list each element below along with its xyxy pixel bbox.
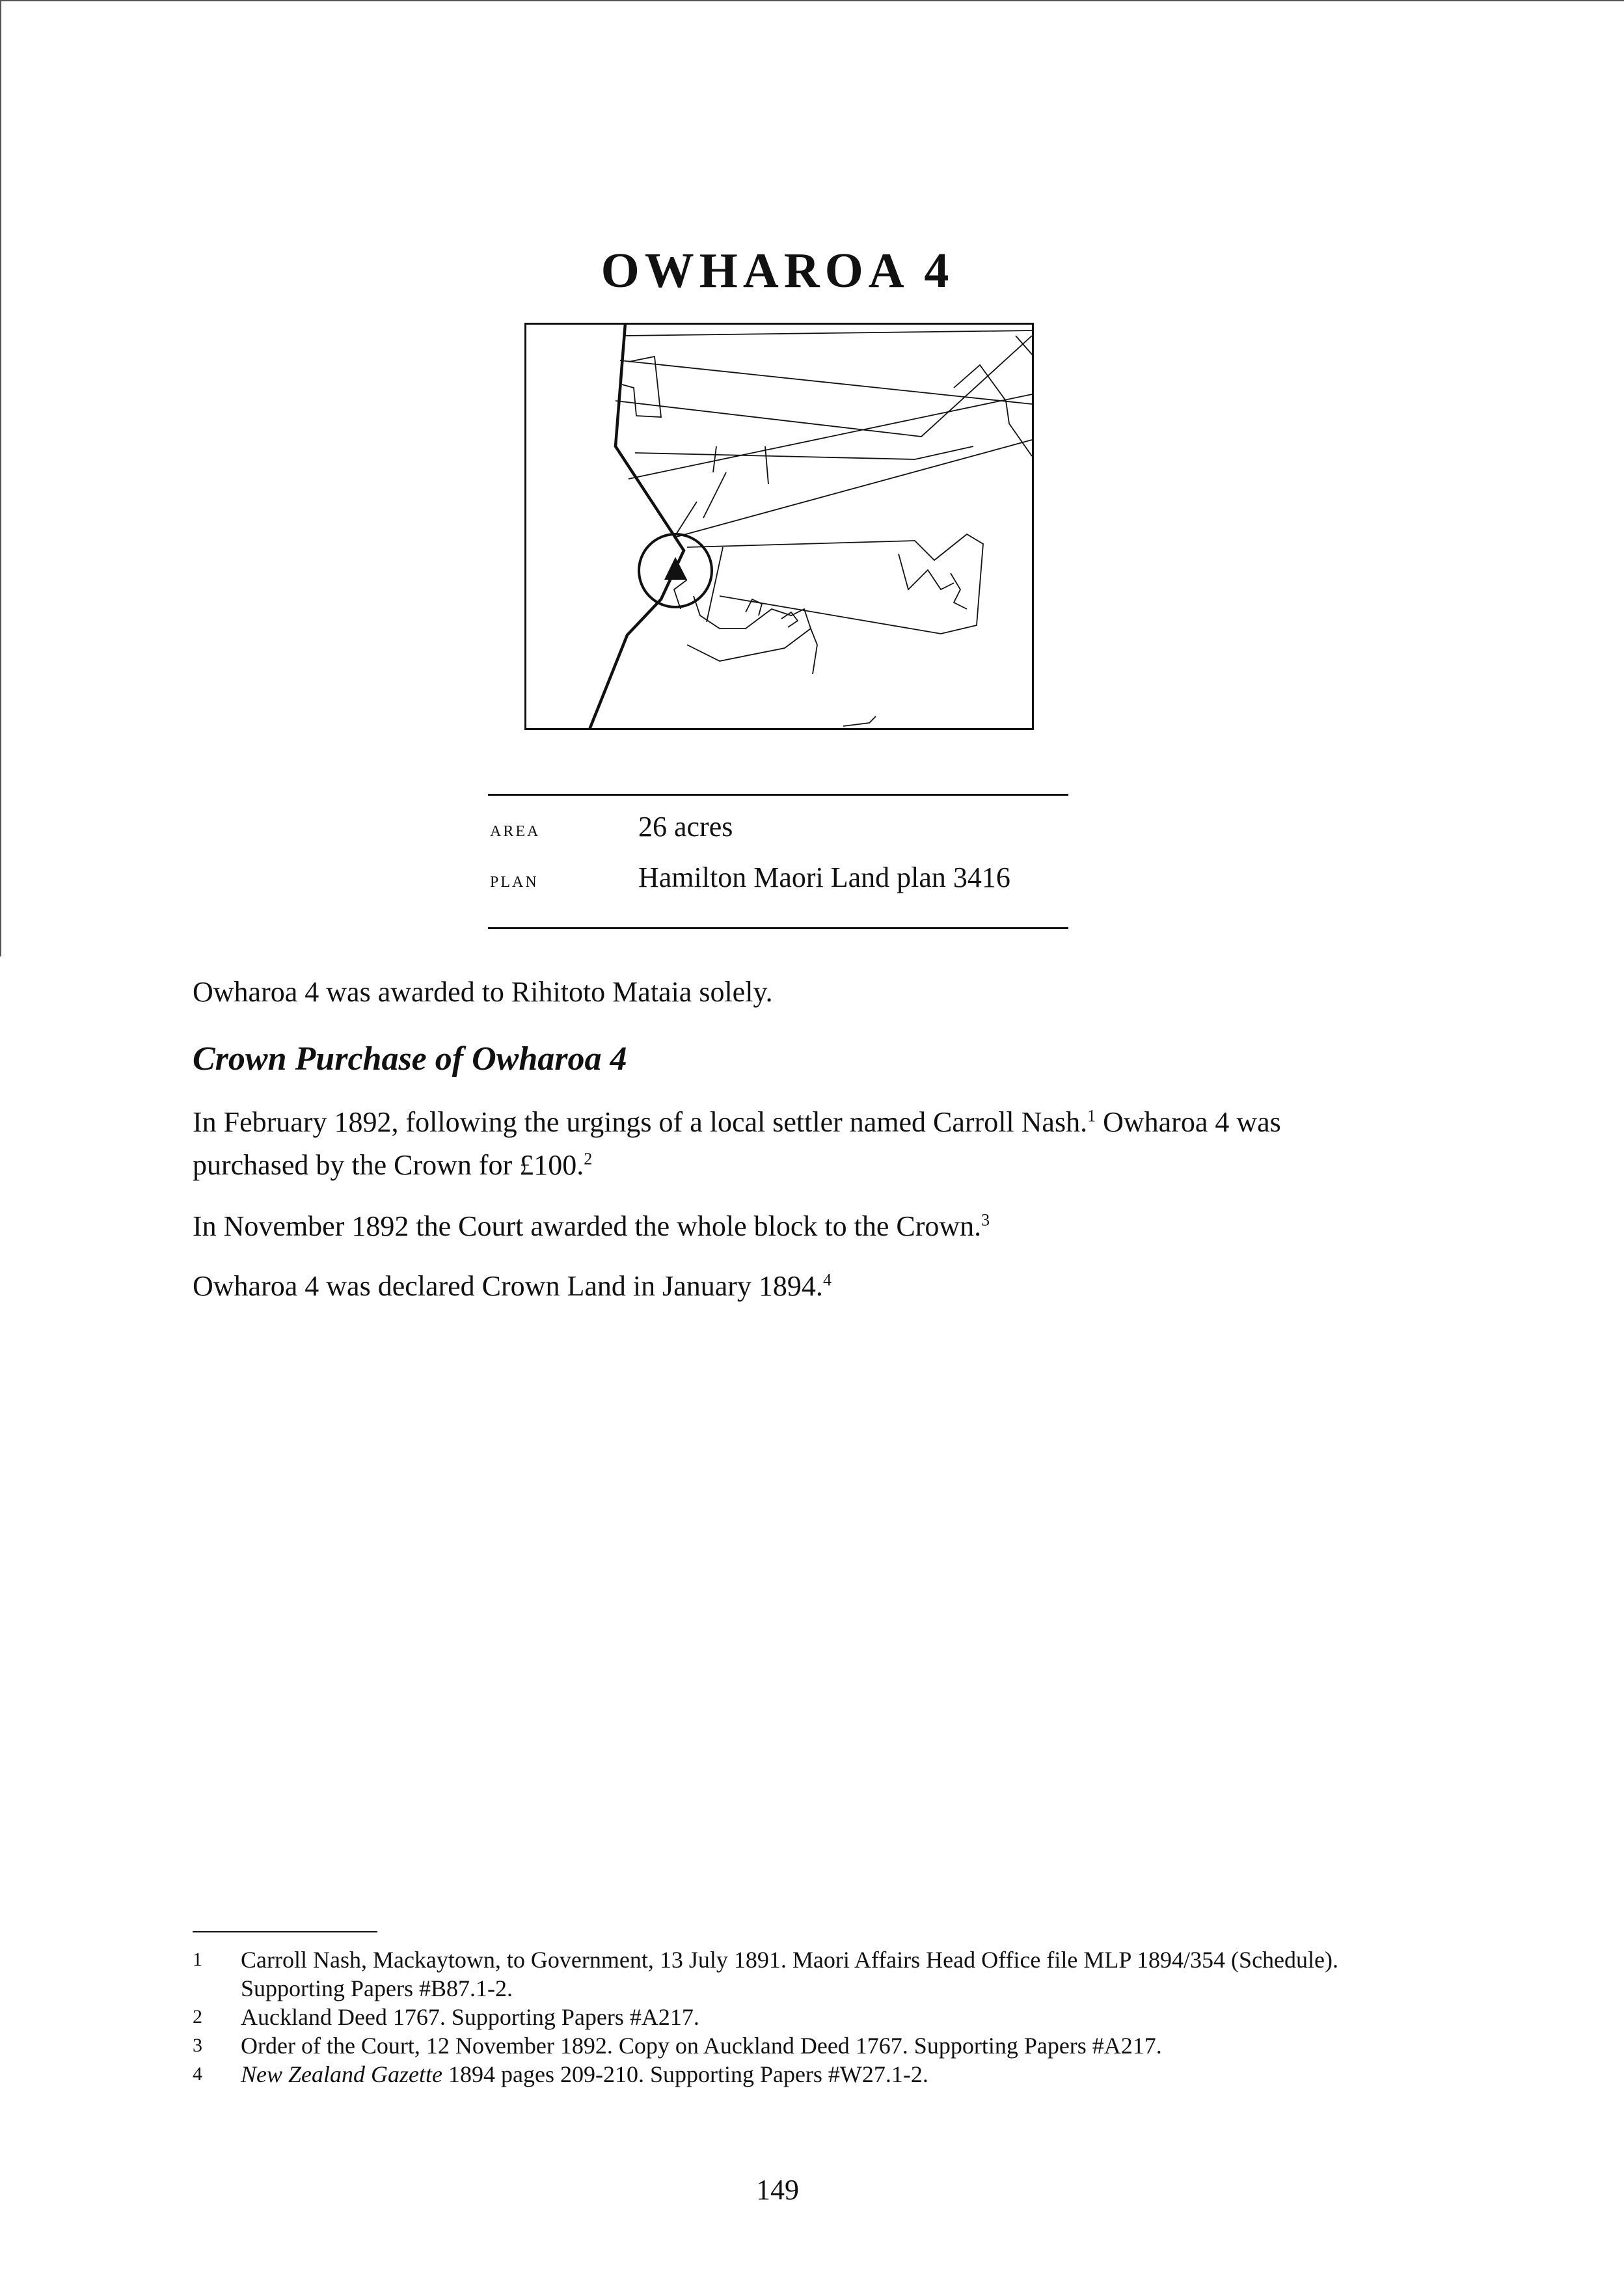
footnote-text: Auckland Deed 1767. Supporting Papers #A217.	[241, 2004, 699, 2030]
footnote-item	[193, 2031, 1364, 2060]
purchase-text-1: In February 1892, following the urgings of a local settler named Carroll Nash.	[193, 1106, 1088, 1138]
page-title: OWHAROA 4	[601, 243, 954, 298]
map-drawing	[524, 323, 1034, 730]
intro-paragraph: Owharoa 4 was awarded to Rihitoto Mataia solely.	[193, 976, 773, 1008]
area-row	[488, 810, 1068, 861]
main-boundary-line	[589, 323, 684, 729]
footnote-number: 3	[193, 2035, 202, 2056]
parcel-boundaries	[616, 331, 1034, 726]
footnote-item	[193, 1945, 1364, 2003]
court-paragraph	[193, 1205, 1377, 1248]
purchase-text-2: Owharoa 4 was purchased by the Crown for £100.	[193, 1106, 1281, 1181]
gazette-title: New Zealand Gazette	[241, 2061, 442, 2087]
plan-label: plan	[490, 868, 539, 892]
scan-border-left	[0, 0, 1, 956]
block-location-map	[524, 323, 1034, 730]
gazette-citation: 1894 pages 209-210. Supporting Papers #W27.1-2.	[442, 2061, 928, 2087]
plan-row	[488, 861, 1068, 912]
footnote-ref-2: 2	[584, 1149, 593, 1169]
scan-border-top	[0, 0, 1624, 1]
area-value: 26 acres	[638, 811, 733, 843]
court-text: In November 1892 the Court awarded the whole block to the Crown.	[193, 1210, 982, 1242]
block-info-table	[488, 794, 1068, 929]
footnote-ref-1: 1	[1087, 1106, 1096, 1126]
purchase-paragraph	[193, 1101, 1377, 1187]
footnotes	[193, 1945, 1364, 2089]
footnote-number: 4	[193, 2063, 202, 2085]
footnote-divider	[193, 1931, 377, 1932]
section-heading: Crown Purchase of Owharoa 4	[193, 1040, 627, 1077]
page-number: 149	[756, 2174, 799, 2206]
crown-land-paragraph	[193, 1265, 1377, 1308]
footnote-item	[193, 2003, 1364, 2031]
footnote-number: 2	[193, 2006, 202, 2027]
plan-value: Hamilton Maori Land plan 3416	[638, 861, 1010, 893]
area-label: area	[490, 817, 541, 841]
footnote-number: 1	[193, 1949, 202, 1970]
footnote-text: Carroll Nash, Mackaytown, to Government, 13 July 1891. Maori Affairs Head Office file MLP 1894/354 (Schedule). Supporting Papers #B87.1-2.	[241, 1947, 1338, 2001]
footnote-text: Order of the Court, 12 November 1892. Copy on Auckland Deed 1767. Supporting Papers #A217.	[241, 2033, 1162, 2059]
location-parcel-marker	[664, 557, 687, 580]
footnote-item	[193, 2060, 1364, 2089]
footnote-ref-3: 3	[981, 1210, 990, 1230]
crown-land-text: Owharoa 4 was declared Crown Land in January 1894.	[193, 1270, 823, 1302]
footnote-ref-4: 4	[822, 1270, 832, 1290]
footnote-text	[241, 2060, 1364, 2089]
